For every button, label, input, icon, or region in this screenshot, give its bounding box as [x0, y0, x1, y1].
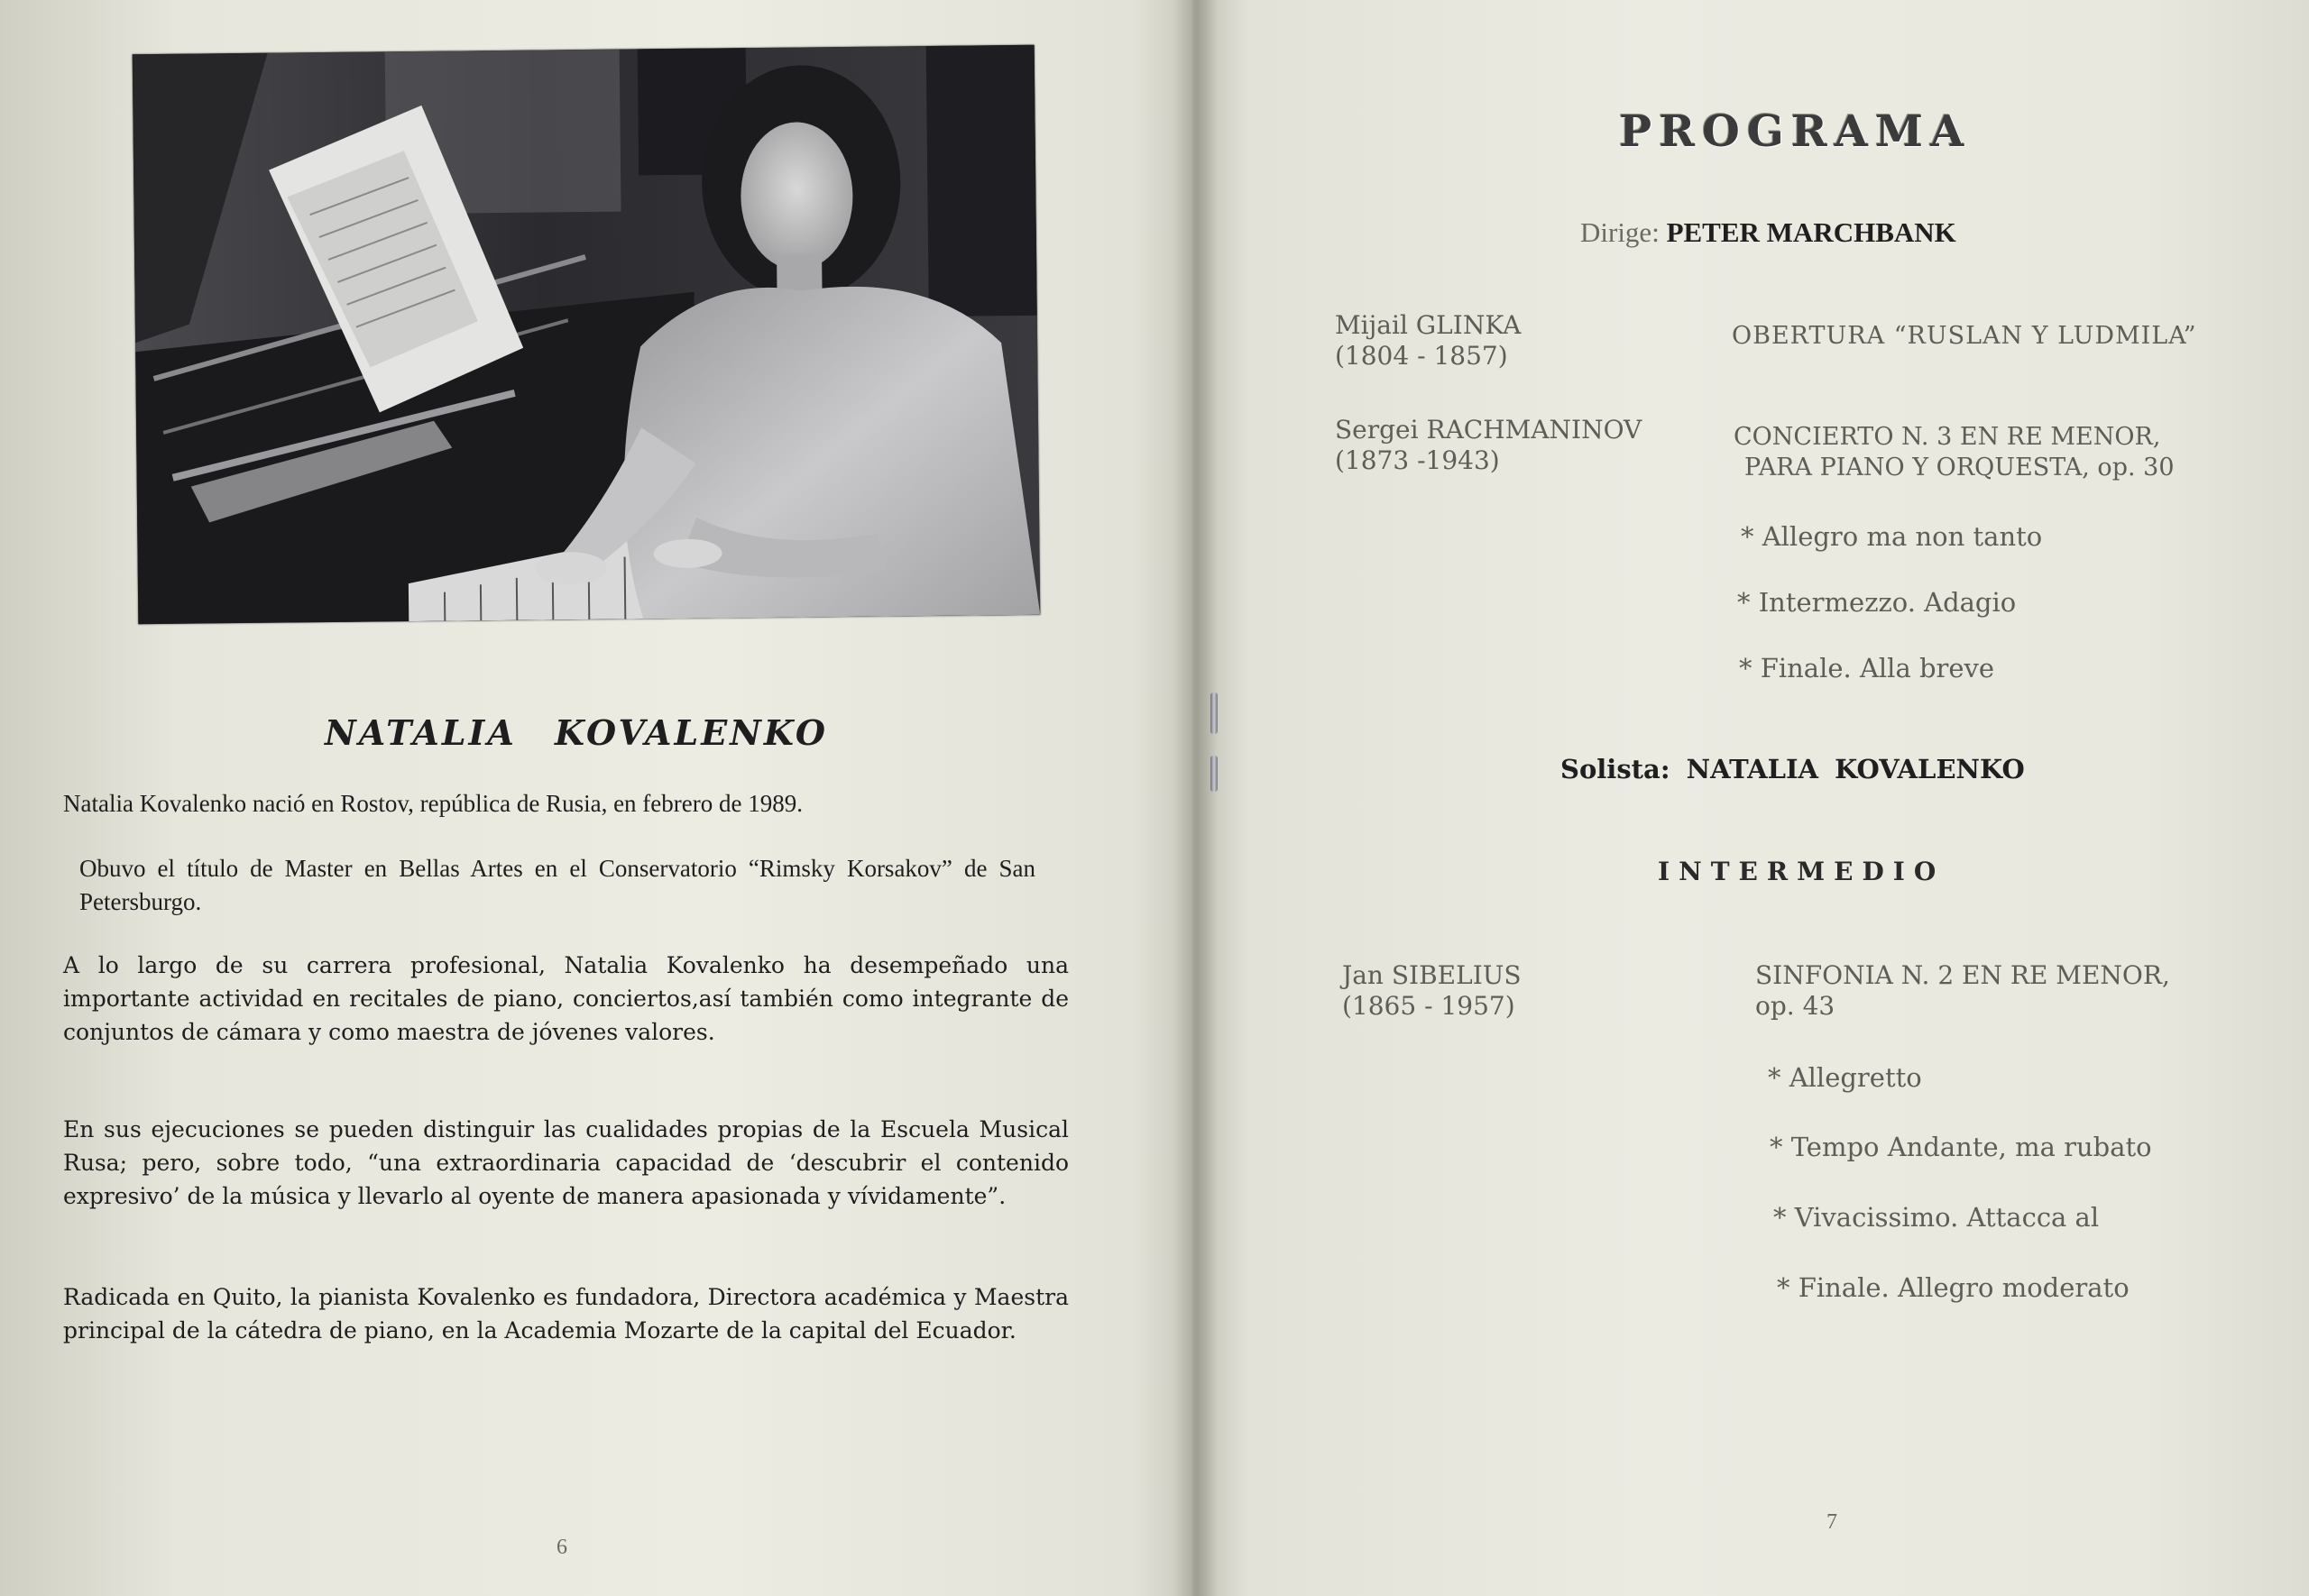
work-3-composer: [1342, 960, 1522, 1022]
work-1-title: OBERTURA “RUSLAN Y LUDMILA”: [1732, 322, 2197, 350]
page-number-right: 7: [1826, 1510, 1837, 1534]
composer-name: Mijail GLINKA: [1335, 310, 1522, 340]
composer-name: Sergei RACHMANINOV: [1335, 415, 1642, 445]
center-fold: [1173, 0, 1218, 1596]
work-title-line-2: PARA PIANO Y ORQUESTA, op. 30: [1744, 454, 2175, 482]
work-1-composer: [1335, 310, 1521, 371]
soloist-label: Solista:: [1560, 754, 1670, 784]
work-2-composer: [1335, 415, 1642, 476]
conductor-label: Dirige:: [1580, 216, 1660, 248]
bio-paragraph-2: Obuvo el título de Master en Bellas Artes en el Conservatorio “Rimsky Korsakov” de San Petersburgo.: [79, 855, 1035, 915]
program-heading: PROGRAMA: [1619, 106, 1972, 157]
staple-top: [1210, 693, 1218, 734]
soloist-name: NATALIA KOVALENKO: [1686, 754, 2025, 784]
bio-paragraph-3: A lo largo de su carrera profesional, Natalia Kovalenko ha desempeñado una importante actividad en recitales de piano, conciertos,así también como integrante de conjuntos de cámara y como maestra de jóvenes valores.: [63, 952, 1069, 1045]
conductor-name: PETER MARCHBANK: [1666, 216, 1956, 248]
composer-name: Jan SIBELIUS: [1342, 960, 1522, 990]
staple-bottom: [1210, 756, 1218, 792]
work-title-line-1: CONCIERTO N. 3 EN RE MENOR,: [1734, 423, 2161, 451]
movement-item: * Intermezzo. Adagio: [1737, 587, 2017, 618]
bio-paragraph-4: En sus ejecuciones se pueden distinguir las cualidades propias de la Escuela Musical Rusa; pero, sobre todo, “una extraordinaria capacidad de ‘descubrir el contenido expresivo’ de la música y llevarlo al oyente de manera apasionada y vívidamente”.: [63, 1116, 1069, 1209]
movement-item: * Finale. Alla breve: [1739, 653, 1995, 683]
composer-dates: (1873 -1943): [1335, 445, 1500, 475]
movement-item: * Allegretto: [1768, 1062, 1922, 1093]
movement-item: * Vivacissimo. Attacca al: [1773, 1202, 2100, 1233]
intermission-heading: INTERMEDIO: [1658, 857, 1946, 886]
work-title-line-2: op. 43: [1755, 991, 1835, 1021]
work-title-line-1: SINFONIA N. 2 EN RE MENOR,: [1755, 960, 2170, 990]
movement-item: * Finale. Allegro moderato: [1777, 1272, 2130, 1303]
bio-paragraph-5: Radicada en Quito, la pianista Kovalenko es fundadora, Directora académica y Maestra principal de la cátedra de piano, en la Academia Mozarte de la capital del Ecuador.: [63, 1284, 1069, 1344]
performer-name-heading: NATALIA KOVALENKO: [325, 712, 829, 753]
conductor-line: [1580, 216, 1956, 249]
bio-paragraph-1: Natalia Kovalenko nació en Rostov, república de Rusia, en febrero de 1989.: [63, 790, 803, 817]
composer-dates: (1804 - 1857): [1335, 341, 1508, 371]
movement-item: * Tempo Andante, ma rubato: [1770, 1132, 2152, 1162]
page-number-left: 6: [557, 1536, 567, 1559]
work-3-title: [1755, 960, 2170, 1022]
pianist-photo: [133, 45, 1041, 624]
movement-item: * Allegro ma non tanto: [1741, 521, 2043, 552]
composer-dates: (1865 - 1957): [1342, 991, 1515, 1021]
work-2-title: [1734, 422, 2175, 483]
soloist-line: [1560, 754, 2025, 784]
